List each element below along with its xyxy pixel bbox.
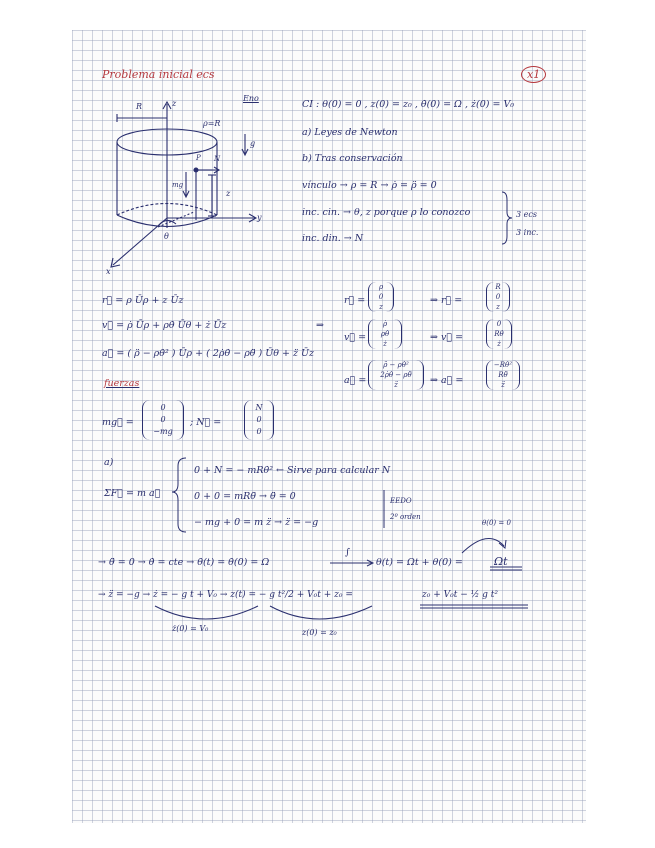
normal-x: N <box>255 403 263 412</box>
r-column <box>368 282 394 312</box>
a-result-column <box>486 360 520 390</box>
r-res-2: z <box>496 303 500 311</box>
a-col-2: z̈ <box>394 381 398 389</box>
v-column <box>368 319 402 349</box>
forces-label: fuerzas <box>104 378 140 389</box>
diagram-label-x: x <box>106 267 111 276</box>
v-res-2: ż <box>497 340 501 348</box>
theta-result: Ωt <box>494 555 508 568</box>
position-initial-condition: z(0) = z₀ <box>302 628 337 637</box>
a-col-1: 2ρ̇θ̇ − ρθ̈ <box>380 371 412 379</box>
v-res-1: Rθ̇ <box>494 330 504 338</box>
velocity-vector: v⃗ = ρ̇ Ūρ + ρθ̇ Ūθ + ż Ūz <box>102 320 227 331</box>
weight-y: 0 <box>160 415 166 424</box>
a-column-label: a⃗ = <box>344 375 367 386</box>
diagram-label-p: P <box>196 154 201 162</box>
acceleration-vector: a⃗ = ( ρ̈ − ρθ̇² ) Ūρ + ( 2ρ̇θ̇ − ρθ̈ ) Ūθ + z̈ Ūz <box>102 348 315 359</box>
normal-label: ; N⃗ = <box>190 417 222 428</box>
eedo-label: EEDO <box>390 497 412 505</box>
r-col-2: z <box>379 303 383 311</box>
diagram-label-y: y <box>257 213 262 222</box>
diagram-label-rho: ρ=R <box>203 119 221 128</box>
newton-row-2: 0 + 0 = mRθ̈ → θ̈ = 0 <box>194 491 296 502</box>
v-col-1: ρθ̇ <box>380 330 390 338</box>
part-a-label: a) Leyes de Newton <box>302 127 398 138</box>
r-res-0: R <box>495 283 501 291</box>
velocity-initial-condition: ż(0) = V₀ <box>172 624 209 633</box>
newton-row-1: 0 + N = − mRθ̇² ← Sirve para calcular N <box>194 465 391 476</box>
a-result-label: ⇒ a⃗ = <box>430 375 464 386</box>
r-res-1: 0 <box>495 293 501 301</box>
theta-integration: → θ̈ = 0 → θ̇ = cte → θ̇(t) = θ̇(0) = Ω <box>98 557 270 568</box>
weight-x: 0 <box>160 403 166 412</box>
normal-z: 0 <box>256 427 262 436</box>
part-b-label: b) Tras conservación <box>302 153 403 164</box>
diagram-label-z-axis: z <box>172 99 177 108</box>
weight-label: mg⃗ = <box>102 417 134 428</box>
kinematic-unknowns: inc. cin. → θ, z porque ρ lo conozco <box>302 207 471 218</box>
v-result-label: ⇒ v⃗ = <box>430 332 464 343</box>
problem-title: Problema inicial ecs <box>102 68 215 81</box>
a-res-0: −Rθ̇² <box>493 361 513 369</box>
page-number-mark: x1 <box>521 66 546 83</box>
diagram-label-n: N <box>214 155 221 163</box>
unknown-count: 3 inc. <box>516 228 539 237</box>
r-col-0: ρ <box>378 283 384 291</box>
integral-sign: ∫ <box>345 547 350 558</box>
weight-z: −mg <box>153 427 173 436</box>
r-column-label: r⃗ = <box>344 295 366 306</box>
statement-eno: Eno <box>243 94 259 103</box>
a-res-1: Rθ̈ <box>498 371 508 379</box>
initial-conditions: CI : θ(0) = 0 , z(0) = z₀ , θ̇(0) = Ω , ż(0) = V₀ <box>302 99 515 110</box>
v-col-0: ρ̇ <box>382 320 388 328</box>
second-order-label: 2º orden <box>390 513 421 521</box>
equation-count: 3 ecs <box>516 210 537 219</box>
weight-vector <box>142 400 184 440</box>
theta-solution: θ(t) = Ωt + θ(0) = <box>376 557 463 568</box>
implies-arrow: ⇒ <box>316 320 324 331</box>
a-res-2: z̈ <box>501 381 505 389</box>
normal-y: 0 <box>256 415 262 424</box>
diagram-label-z: z <box>226 189 231 198</box>
v-res-0: 0 <box>496 320 502 328</box>
v-col-2: ż <box>383 340 387 348</box>
v-result-column <box>486 319 512 349</box>
diagram-label-r: R <box>136 102 143 111</box>
position-vector: r⃗ = ρ Ūρ + z Ūz <box>102 295 184 306</box>
a-col-0: ρ̈ − ρθ̇² <box>383 361 409 369</box>
normal-vector <box>244 400 274 440</box>
a-column <box>368 360 424 390</box>
z-integration: → z̈ = −g → ż = − g t + V₀ → z(t) = − g t²/2 + V₀t + z₀ = <box>98 590 353 600</box>
newton-row-3: − mg + 0 = m z̈ → z̈ = −g <box>194 517 319 528</box>
r-result-label: ⇒ r⃗ = <box>430 295 463 306</box>
newton-part-label: a) <box>104 457 114 468</box>
z-result: z₀ + V₀t − ½ g t² <box>422 590 499 600</box>
dynamic-unknowns: inc. din. → N <box>302 233 364 244</box>
constraint: vínculo → ρ = R → ρ̇ = ρ̈ = 0 <box>302 180 437 191</box>
diagram-label-mg: mg <box>172 181 184 189</box>
r-col-1: 0 <box>378 293 384 301</box>
theta-initial-label: θ(0) = 0 <box>482 519 511 527</box>
r-result-column <box>486 282 510 312</box>
diagram-label-theta: θ <box>164 232 169 241</box>
v-column-label: v⃗ = <box>344 332 367 343</box>
diagram-label-g: g <box>250 139 256 148</box>
newton-second-law: ΣF⃗ = m a⃗ <box>104 488 161 499</box>
